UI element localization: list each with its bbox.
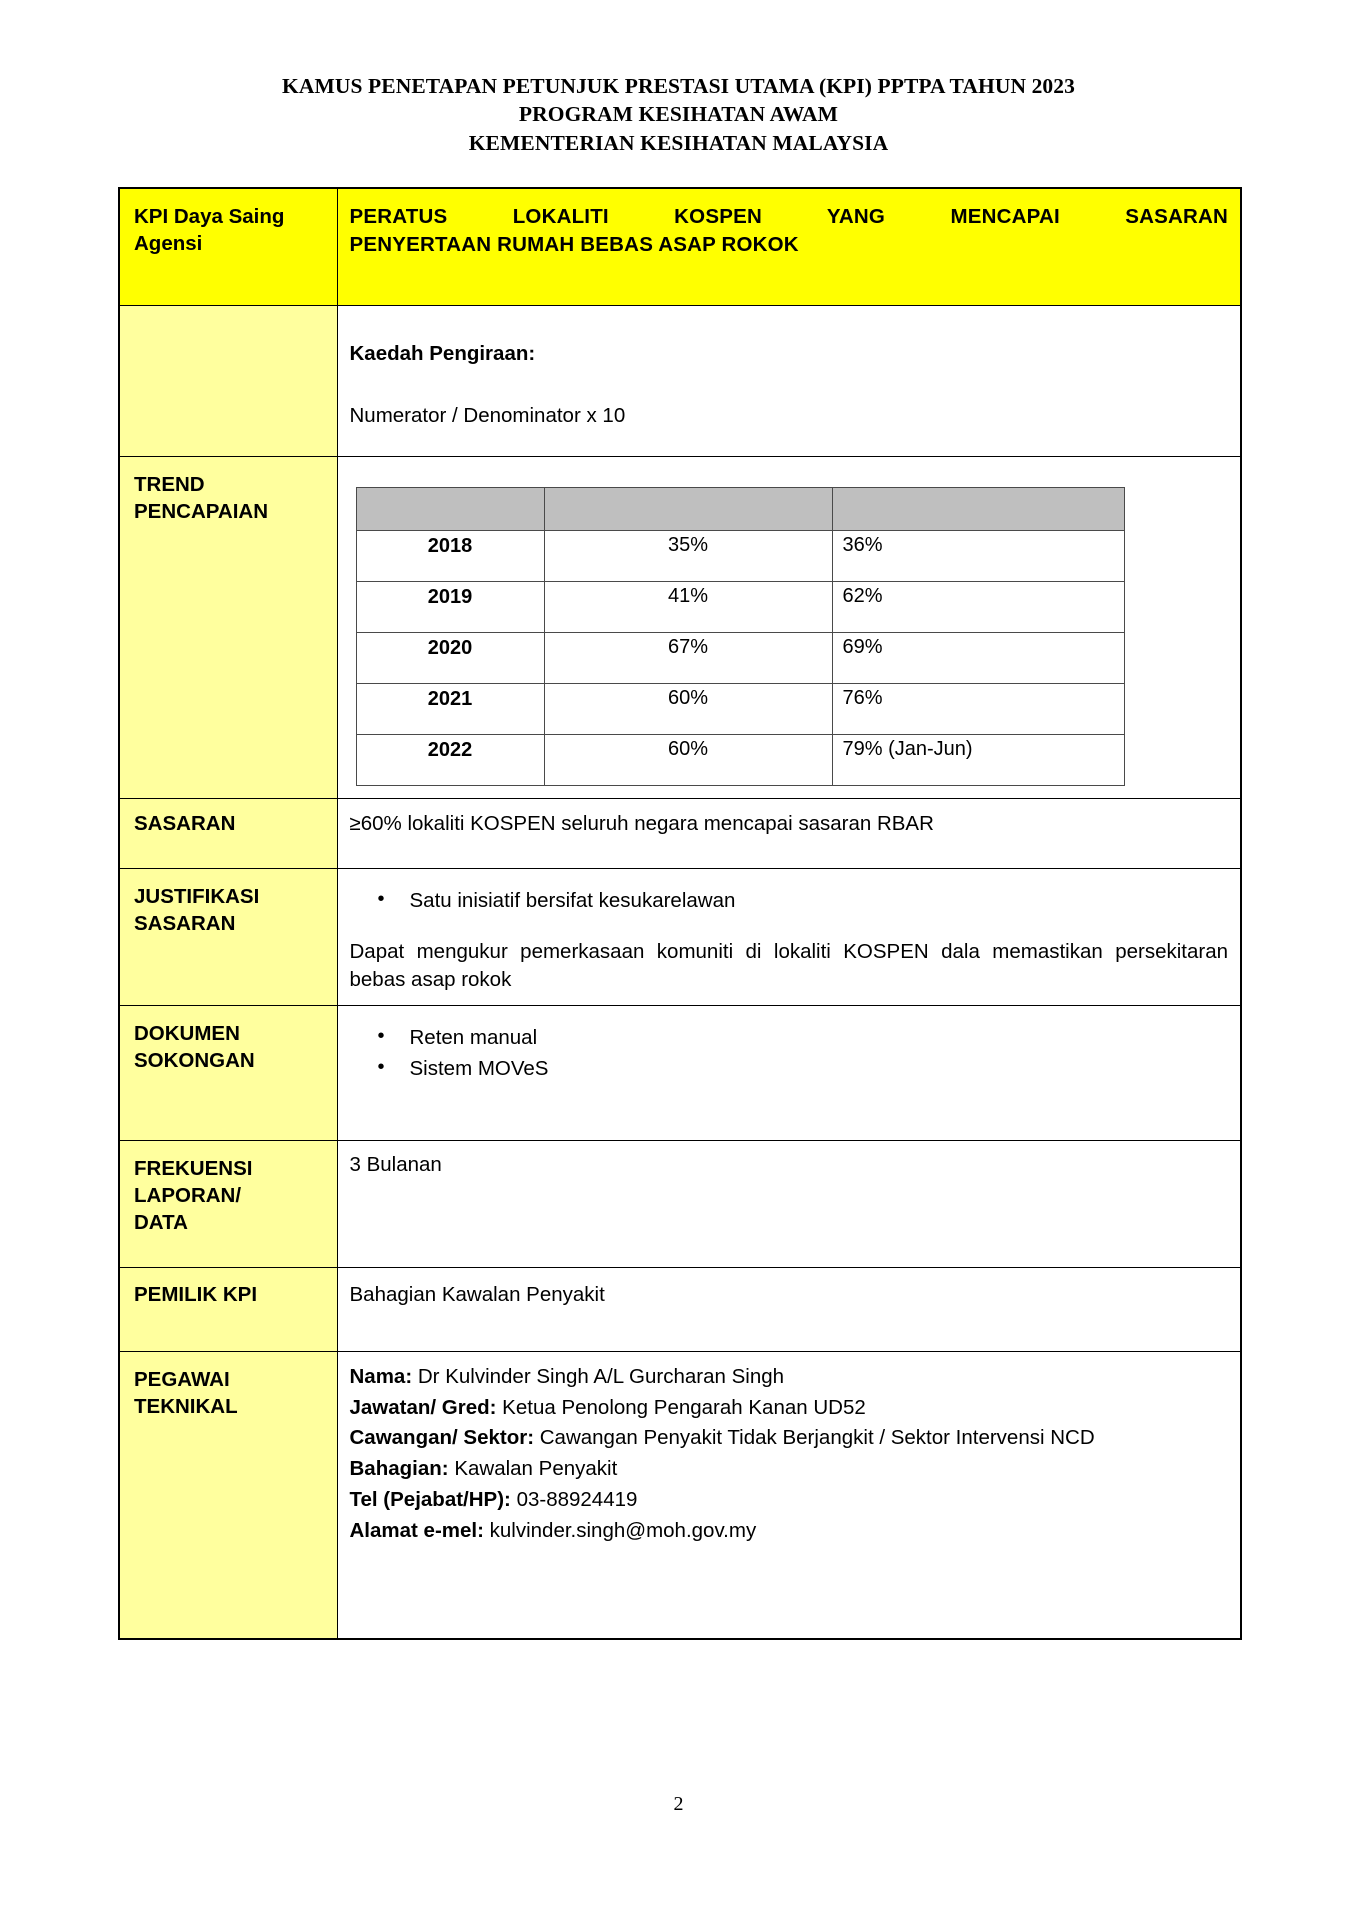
- dokumen-label: [119, 1005, 337, 1140]
- trend-header-sasaran: [544, 487, 832, 530]
- justifikasi-body: [337, 868, 1241, 1005]
- header-line-3: KEMENTERIAN KESIHATAN MALAYSIA: [468, 130, 889, 155]
- table-row: [356, 632, 1124, 683]
- pegawai-label-line-1: PEGAWAI: [134, 1367, 230, 1391]
- justifikasi-label: [119, 868, 337, 1005]
- officer-field-nama-key: Nama:: [349, 1364, 413, 1388]
- kaedah-body: [337, 306, 1241, 457]
- officer-field-jawatan-key: Jawatan/ Gred:: [349, 1395, 497, 1419]
- officer-field-bahagian-value: Kawalan Penyakit: [454, 1457, 618, 1481]
- dokumen-label-line-1: DOKUMEN: [134, 1021, 240, 1045]
- list-item: • Satu inisiatif bersifat kesukarelawan: [408, 885, 1229, 916]
- justifikasi-label-line-1: JUSTIFIKASI: [134, 884, 260, 908]
- pegawai-body: [337, 1351, 1241, 1639]
- trend-label-line-2: PENCAPAIAN: [134, 499, 269, 523]
- trend-sasaran: 60%: [544, 734, 832, 785]
- trend-year: 2020: [356, 632, 544, 683]
- list-item: • Sistem MOVeS: [408, 1053, 1229, 1084]
- dokumen-label-line-2: SOKONGAN: [134, 1048, 255, 1072]
- trend-label: [119, 456, 337, 798]
- list-item: • Reten manual: [408, 1022, 1229, 1053]
- officer-field-cawangan-key: Cawangan/ Sektor:: [349, 1426, 535, 1450]
- document-header: [0, 0, 1357, 157]
- trend-year: 2019: [356, 581, 544, 632]
- trend-sasaran: 41%: [544, 581, 832, 632]
- officer-field-tel-value: 03-88924419: [516, 1487, 638, 1511]
- justifikasi-bullet-list: [350, 885, 1229, 916]
- kpi-title-line-1: PERATUS LOKALITI KOSPEN YANG MENCAPAI SASARAN: [349, 205, 1228, 229]
- table-row-frekuensi-laporan: [119, 1140, 1241, 1267]
- sasaran-label: SASARAN: [119, 798, 337, 868]
- sasaran-text: ≥60% lokaliti KOSPEN seluruh negara mencapai sasaran RBAR: [349, 811, 934, 835]
- officer-field-jawatan-value: Ketua Penolong Pengarah Kanan UD52: [502, 1395, 866, 1419]
- table-row-pemilik-kpi: [119, 1267, 1241, 1351]
- table-row: [356, 530, 1124, 581]
- trend-pencapaian: 62%: [832, 581, 1124, 632]
- pemilik-label: PEMILIK KPI: [119, 1267, 337, 1351]
- pemilik-body: [337, 1267, 1241, 1351]
- table-row: [356, 734, 1124, 785]
- officer-field-nama-value: Dr Kulvinder Singh A/L Gurcharan Singh: [417, 1364, 785, 1388]
- trend-sasaran: 60%: [544, 683, 832, 734]
- trend-body: [337, 456, 1241, 798]
- table-row-trend-pencapaian: [119, 456, 1241, 798]
- table-row: [356, 683, 1124, 734]
- kpi-title-label: KPI Daya Saing Agensi: [119, 188, 337, 306]
- kaedah-heading: Kaedah Pengiraan:: [349, 342, 536, 366]
- frekuensi-label-line-3: DATA: [134, 1210, 188, 1234]
- trend-label-line-1: TREND: [134, 472, 205, 496]
- trend-header-row: [356, 487, 1124, 530]
- trend-pencapaian: 69%: [832, 632, 1124, 683]
- dokumen-bullet-list: [350, 1022, 1229, 1084]
- officer-field-tel-key: Tel (Pejabat/HP):: [349, 1487, 511, 1511]
- pegawai-label: [119, 1351, 337, 1639]
- trend-pencapaian: 79% (Jan-Jun): [832, 734, 1124, 785]
- trend-pencapaian: 76%: [832, 683, 1124, 734]
- table-row-pegawai-teknikal: [119, 1351, 1241, 1639]
- frekuensi-label: [119, 1140, 337, 1267]
- officer-field-cawangan: [350, 1423, 1229, 1454]
- officer-field-email-value: kulvinder.singh@moh.gov.my: [489, 1518, 757, 1542]
- frekuensi-value: 3 Bulanan: [349, 1152, 442, 1176]
- header-line-1: KAMUS PENETAPAN PETUNJUK PRESTASI UTAMA (KPI) PPTPA TAHUN 2023: [282, 74, 1075, 98]
- trend-pencapaian: 36%: [832, 530, 1124, 581]
- trend-sasaran: 67%: [544, 632, 832, 683]
- sasaran-value: [337, 798, 1241, 868]
- header-line-2: PROGRAM KESIHATAN AWAM: [518, 102, 839, 127]
- table-row-sasaran: [119, 798, 1241, 868]
- dokumen-body: [337, 1005, 1241, 1140]
- officer-field-jawatan: [350, 1393, 1229, 1424]
- trend-year: 2022: [356, 734, 544, 785]
- officer-field-bahagian: [350, 1454, 1229, 1485]
- kaedah-label-empty: [119, 306, 337, 457]
- trend-header-pencapaian: [832, 487, 1124, 530]
- justifikasi-label-line-2: SASARAN: [134, 911, 236, 935]
- officer-field-email-key: Alamat e-mel:: [349, 1518, 484, 1542]
- officer-field-tel: [350, 1485, 1229, 1516]
- officer-field-nama: [350, 1362, 1229, 1393]
- trend-year: 2021: [356, 683, 544, 734]
- pemilik-value: Bahagian Kawalan Penyakit: [349, 1282, 605, 1306]
- frekuensi-label-line-2: LAPORAN/: [134, 1183, 242, 1207]
- frekuensi-body: [337, 1140, 1241, 1267]
- kpi-title-line-2: PENYERTAAN RUMAH BEBAS ASAP ROKOK: [349, 233, 799, 256]
- table-row-dokumen-sokongan: [119, 1005, 1241, 1140]
- page-number: 2: [673, 1793, 684, 1815]
- trend-sasaran: 35%: [544, 530, 832, 581]
- pegawai-label-line-2: TEKNIKAL: [134, 1394, 238, 1418]
- table-row: [356, 581, 1124, 632]
- table-row-kpi-title: [119, 188, 1241, 306]
- kaedah-formula: Numerator / Denominator x 10: [349, 404, 626, 427]
- officer-field-bahagian-key: Bahagian:: [349, 1457, 449, 1481]
- frekuensi-label-line-1: FREKUENSI: [134, 1156, 253, 1180]
- kpi-title-value: [337, 188, 1241, 306]
- table-row-kaedah-pengiraan: [119, 306, 1241, 457]
- trend-year: 2018: [356, 530, 544, 581]
- trend-data-table: [356, 487, 1125, 786]
- table-row-justifikasi-sasaran: [119, 868, 1241, 1005]
- justifikasi-paragraph: Dapat mengukur pemerkasaan komuniti di lokaliti KOSPEN dala memastikan persekitaran bebas asap rokok: [349, 940, 1228, 992]
- kpi-definition-table: [118, 187, 1242, 1640]
- officer-field-cawangan-value: Cawangan Penyakit Tidak Berjangkit / Sektor Intervensi NCD: [539, 1426, 1095, 1450]
- trend-header-year: [356, 487, 544, 530]
- officer-field-email: [350, 1516, 1229, 1547]
